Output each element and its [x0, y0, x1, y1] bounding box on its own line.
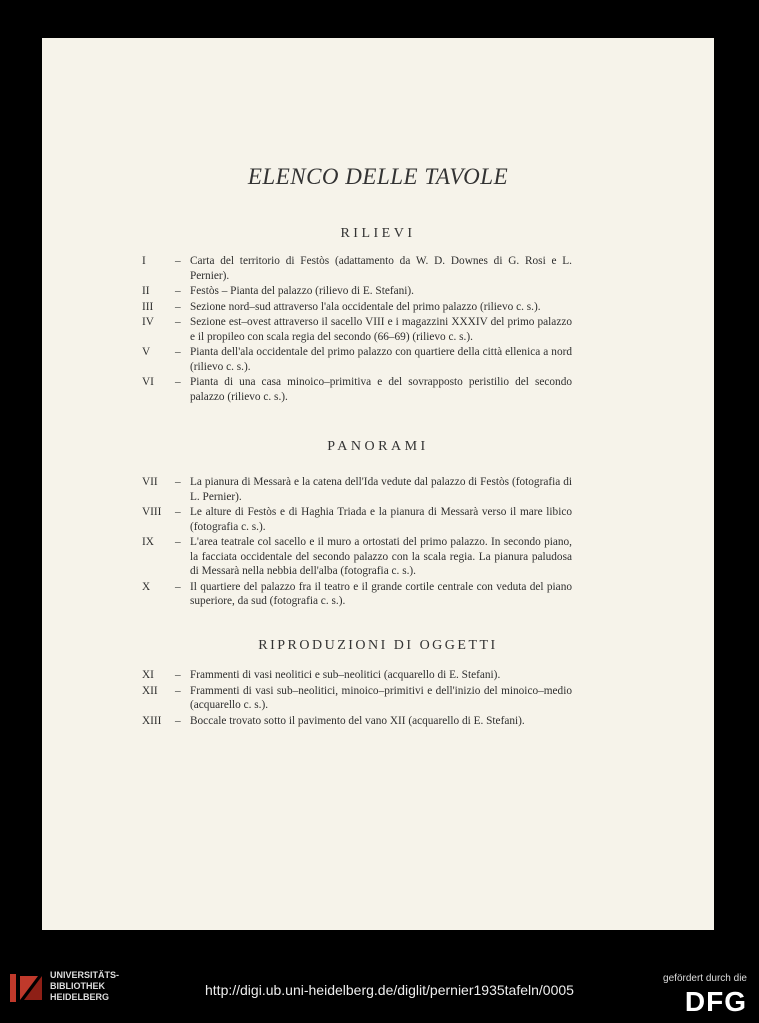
section-list-riproduzioni: [142, 668, 572, 729]
plate-entry: VI – Pianta di una casa minoico–primitiva e del sovrapposto peristilio del secondo palazzo (rilievo c. s.).: [142, 376, 572, 403]
plate-number: II: [142, 285, 150, 297]
plate-number: XI: [142, 669, 154, 681]
plate-entry: XI – Frammenti di vasi neolitici e sub–neolitici (acquarello di E. Stefani).: [142, 669, 501, 681]
plate-description: Pianta di una casa minoico–primitiva e del sovrapposto peristilio del secondo palazzo (rilievo c. s.).: [190, 376, 572, 403]
plate-entry: V – Pianta dell'ala occidentale del primo palazzo con quartiere della città ellenica a nord (rilievo c. s.).: [142, 346, 572, 373]
library-name: UNIVERSITÄTS- BIBLIOTHEK HEIDELBERG: [50, 970, 120, 1002]
viewer-footer: [0, 930, 759, 1023]
plate-number: XII: [142, 684, 158, 697]
plate-description: Il quartiere del palazzo fra il teatro e il grande cortile centrale con veduta del piano superiore, da sud (fotografia c. s.).: [190, 580, 572, 607]
plate-entry: IX – L'area teatrale col sacello e il muro a ortostati del primo palazzo. In secondo piano, la facciata occidentale del secondo palazzo con la scala regia. La pianura paludosa di Messarà nella nebbia dell'alba (fotografia c. s.).: [142, 536, 572, 577]
plate-entry: III – Sezione nord–sud attraverso l'ala occidentale del primo palazzo (rilievo c. s.).: [142, 300, 541, 313]
document-page: [42, 38, 714, 930]
funding-note: gefördert durch die: [663, 973, 747, 984]
dfg-logo: DFG: [684, 986, 747, 1017]
plate-number: III: [142, 300, 154, 313]
plate-entry: I – Carta del territorio di Festòs (adattamento da W. D. Downes di G. Rosi e L. Pernier).: [142, 255, 572, 282]
section-heading-riproduzioni: RIPRODUZIONI DI OGGETTI: [258, 638, 498, 653]
plate-description: La pianura di Messarà e la catena dell'Ida vedute dal palazzo di Festòs (fotografia di L. Pernier).: [190, 476, 572, 503]
plate-description: Frammenti di vasi neolitici e sub–neolitici (acquarello di E. Stefani).: [190, 669, 501, 681]
plate-entry: II – Festòs – Pianta del palazzo (rilievo di E. Stefani).: [142, 285, 414, 297]
section-list-panorami: [142, 475, 572, 610]
plate-entry: VII – La pianura di Messarà e la catena dell'Ida vedute dal palazzo di Festòs (fotografia di L. Pernier).: [142, 476, 572, 503]
plate-description: Sezione nord–sud attraverso l'ala occidentale del primo palazzo (rilievo c. s.).: [190, 300, 541, 313]
library-logo-icon: [8, 970, 44, 1006]
plate-description: Frammenti di vasi sub–neolitici, minoico–primitivi e dell'inizio del minoico–medio (acquarello c. s.).: [190, 684, 572, 711]
plate-entry: VIII – Le alture di Festòs e di Haghia Triada e la pianura di Messarà verso il mare libico (fotografia c. s.).: [142, 506, 572, 533]
plate-description: Boccale trovato sotto il pavimento del vano XII (acquarello di E. Stefani).: [190, 714, 525, 727]
plate-description: Le alture di Festòs e di Haghia Triada e la pianura di Messarà verso il mare libico (fotografia c. s.).: [190, 506, 572, 533]
plate-entry: XII – Frammenti di vasi sub–neolitici, minoico–primitivi e dell'inizio del minoico–medio (acquarello c. s.).: [142, 684, 572, 711]
plate-description: L'area teatrale col sacello e il muro a ortostati del primo palazzo. In secondo piano, la facciata occidentale del secondo palazzo con la scala regia. La pianura paludosa di Messarà nella nebbia dell'alba (fotografia c. s.).: [190, 536, 572, 577]
plate-number: VII: [142, 476, 158, 488]
section-heading-rilievi: RILIEVI: [340, 226, 416, 241]
page-title: ELENCO DELLE TAVOLE: [247, 164, 509, 189]
plate-number: XIII: [142, 714, 162, 727]
plate-number: I: [142, 255, 146, 267]
plate-description: Sezione est–ovest attraverso il sacello VIII e i magazzini XXXIV del primo palazzo e il propileo con scala regia del secondo (66–69) (rilievo c. s.).: [190, 316, 572, 343]
plate-description: Pianta dell'ala occidentale del primo palazzo con quartiere della città ellenica a nord (rilievo c. s.).: [190, 346, 572, 373]
plate-entry: XIII – Boccale trovato sotto il pavimento del vano XII (acquarello di E. Stefani).: [142, 714, 525, 727]
plate-number: VIII: [142, 506, 162, 518]
plate-number: V: [142, 346, 151, 358]
plate-entry: IV – Sezione est–ovest attraverso il sacello VIII e i magazzini XXXIV del primo palazzo e il propileo con scala regia del secondo (66–69) (rilievo c. s.).: [142, 316, 572, 343]
section-heading-panorami: PANORAMI: [327, 439, 429, 454]
plate-entry: X – Il quartiere del palazzo fra il teatro e il grande cortile centrale con veduta del piano superiore, da sud (fotografia c. s.).: [142, 580, 572, 607]
plate-number: X: [142, 580, 151, 593]
plate-number: VI: [142, 376, 154, 388]
plate-description: Carta del territorio di Festòs (adattamento da W. D. Downes di G. Rosi e L. Pernier).: [190, 255, 572, 282]
plate-description: Festòs – Pianta del palazzo (rilievo di E. Stefani).: [190, 285, 414, 297]
plate-number: IV: [142, 316, 154, 328]
plate-number: IX: [142, 536, 154, 548]
section-list-rilievi: [142, 254, 572, 405]
source-url-link[interactable]: http://digi.ub.uni-heidelberg.de/diglit/pernier1935tafeln/0005: [205, 982, 574, 998]
